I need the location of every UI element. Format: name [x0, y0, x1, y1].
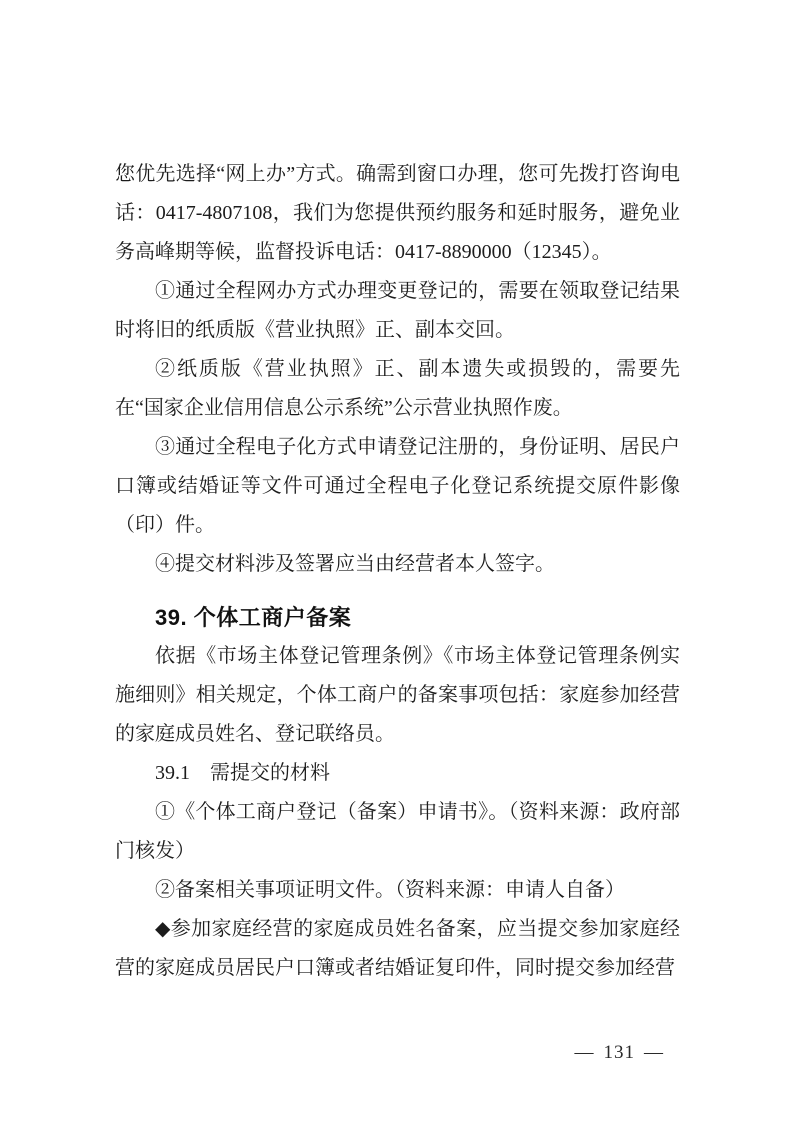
- section-intro-paragraph: 依据《市场主体登记管理条例》《市场主体登记管理条例实施细则》相关规定，个体工商户的备案事项包括：家庭参加经营的家庭成员姓名、登记联络员。: [115, 645, 680, 745]
- footer-right-dash: —: [644, 1042, 664, 1063]
- paragraph-contact-info: 您优先选择“网上办”方式。确需到窗口办理，您可先拨打咨询电话：0417-4807108，我们为您提供预约服务和延时服务，避免业务高峰期等候，监督投诉电话：0417-8890000（12345）。: [115, 163, 680, 263]
- paragraph-note-4: ④提交材料涉及签署应当由经营者本人签字。: [155, 553, 555, 575]
- footer-left-dash: —: [574, 1042, 595, 1063]
- paragraph-note-3: ③通过全程电子化方式申请登记注册的，身份证明、居民户口簿或结婚证等文件可通过全程电子化登记系统提交原件影像（印）件。: [115, 436, 680, 536]
- paragraph-note-2: ②纸质版《营业执照》正、副本遗失或损毁的，需要先在“国家企业信用信息公示系统”公示营业执照作废。: [115, 358, 680, 419]
- page-footer: [566, 1042, 674, 1064]
- page-text-block: [115, 0, 680, 988]
- paragraph-note-1: ①通过全程网办方式办理变更登记的，需要在领取登记结果时将旧的纸质版《营业执照》正、副本交回。: [115, 280, 680, 341]
- material-item-note: ◆参加家庭经营的家庭成员姓名备案，应当提交参加家庭经营的家庭成员居民户口簿或者结婚证复印件，同时提交参加经营: [115, 918, 680, 979]
- subsection-heading: 39.1 需提交的材料: [155, 762, 330, 784]
- material-item-2: ②备案相关事项证明文件。（资料来源：申请人自备）: [155, 879, 625, 901]
- page-number: 131: [603, 1042, 635, 1063]
- section-heading: 39. 个体工商户备案: [155, 605, 352, 630]
- material-item-1: ①《个体工商户登记（备案）申请书》。（资料来源：政府部门核发）: [115, 801, 680, 862]
